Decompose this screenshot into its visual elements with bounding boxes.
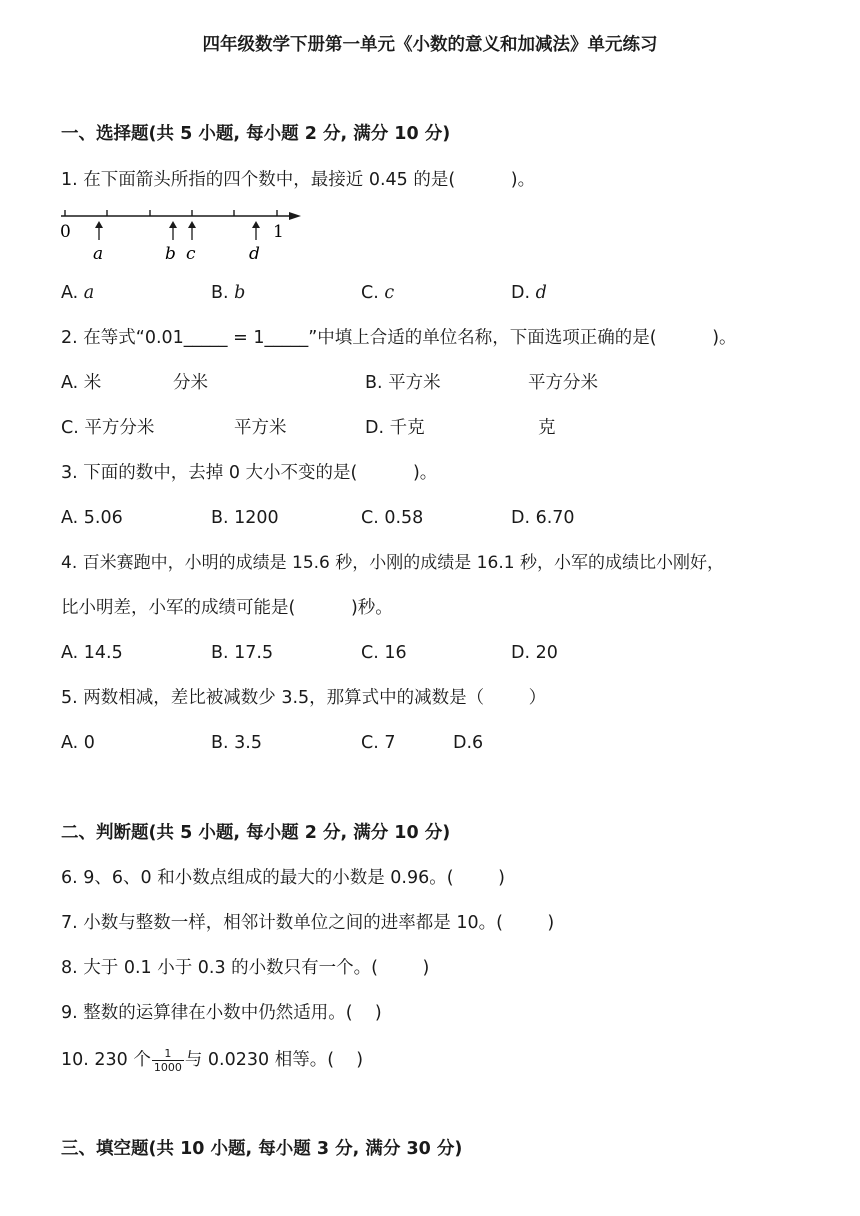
question-7: 7. 小数与整数一样，相邻计数单位之间的进率都是 10。( ) (61, 913, 555, 933)
section-heading-fill: 三、填空题(共 10 小题, 每小题 3 分, 满分 30 分) (61, 1139, 463, 1159)
q4-option-c: C. 16 (361, 643, 407, 663)
number-line-ticks (65, 210, 277, 216)
q3-option-c: C. 0.58 (361, 508, 424, 528)
q5-option-b: B. 3.5 (211, 733, 262, 753)
q5-option-c: C. 7 (361, 733, 396, 753)
q2-option-b-second: 平方分米 (528, 373, 598, 393)
arrow-b (169, 221, 177, 240)
question-4-stem-line1: 4. 百米赛跑中，小明的成绩是 15.6 秒，小刚的成绩是 16.1 秒，小军的成绩比小刚好， (61, 553, 724, 573)
number-line-figure (55, 200, 315, 270)
arrow-label-b: b (165, 244, 176, 264)
fraction: $\frac{1}{1000}$ (153, 1046, 182, 1074)
q3-option-b: B. 1200 (211, 508, 279, 528)
question-10: 10. 230 个 $\frac{1}{1000}$ 与 0.0230 相等。( ) (61, 1046, 364, 1074)
number-line-start-label: 0 (60, 222, 71, 242)
q2-option-d-second: 克 (538, 418, 556, 438)
q4-option-a: A. 14.5 (61, 643, 123, 663)
q4-option-b: B. 17.5 (211, 643, 274, 663)
number-line-arrowhead (289, 212, 301, 220)
q5-option-d: D.6 (453, 733, 484, 753)
q5-option-a: A. 0 (61, 733, 95, 753)
arrow-a (95, 221, 103, 240)
q2-option-a-second: 分米 (173, 373, 208, 393)
question-6: 6. 9、6、0 和小数点组成的最大的小数是 0.96。( ) (61, 868, 505, 888)
page-title: 四年级数学下册第一单元《小数的意义和加减法》单元练习 (202, 35, 658, 55)
q2-option-d: D. 千克 (365, 418, 425, 438)
arrow-label-a: a (93, 244, 104, 264)
question-1-stem: 1. 在下面箭头所指的四个数中，最接近 0.45 的是( )。 (61, 170, 536, 190)
question-2-stem: 2. 在等式“0.01_____ = 1_____”中填上合适的单位名称，下面选项正确的是( )。 (61, 328, 737, 348)
number-line-end-label: 1 (273, 222, 284, 242)
q1-option-a: A. a (61, 283, 95, 303)
arrow-d (252, 221, 260, 240)
question-3-stem: 3. 下面的数中，去掉 0 大小不变的是( )。 (61, 463, 438, 483)
q2-option-c: C. 平方分米 (61, 418, 155, 438)
q3-option-a: A. 5.06 (61, 508, 123, 528)
q1-option-d: D. d (511, 283, 547, 303)
question-9: 9. 整数的运算律在小数中仍然适用。( ) (61, 1003, 382, 1023)
arrow-label-d: d (249, 244, 260, 264)
q2-option-a: A. 米 (61, 373, 102, 393)
section-heading-choice: 一、选择题(共 5 小题, 每小题 2 分, 满分 10 分) (61, 124, 451, 144)
arrow-c (188, 221, 196, 240)
q1-option-b: B. b (211, 283, 246, 303)
q1-option-c: C. c (361, 283, 395, 303)
q2-option-b: B. 平方米 (365, 373, 441, 393)
question-4-stem-line2: 比小明差，小军的成绩可能是( )秒。 (61, 598, 393, 618)
q4-option-d: D. 20 (511, 643, 558, 663)
q2-option-c-second: 平方米 (234, 418, 287, 438)
question-8: 8. 大于 0.1 小于 0.3 的小数只有一个。( ) (61, 958, 430, 978)
question-5-stem: 5. 两数相减，差比被减数少 3.5，那算式中的减数是（ ） (61, 688, 547, 708)
arrow-label-c: c (186, 244, 196, 264)
section-heading-judge: 二、判断题(共 5 小题, 每小题 2 分, 满分 10 分) (61, 823, 451, 843)
q3-option-d: D. 6.70 (511, 508, 575, 528)
